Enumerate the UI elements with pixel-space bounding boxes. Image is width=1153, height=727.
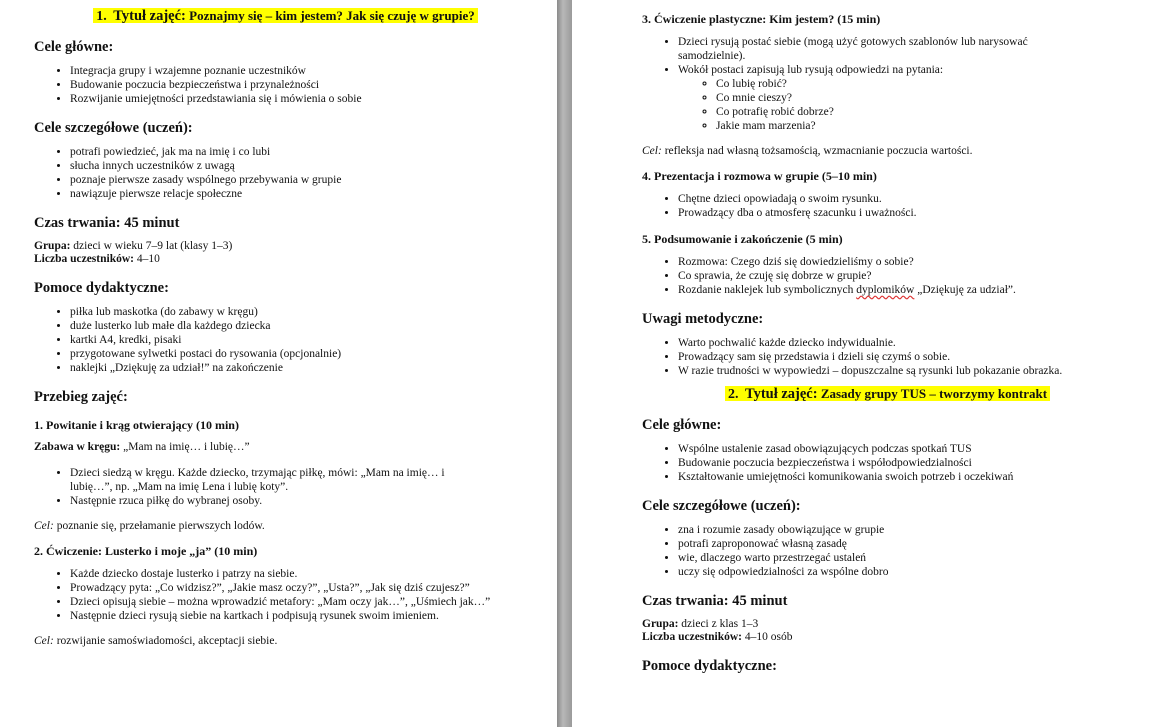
group-label: Grupa: — [642, 618, 679, 630]
lesson1-number: 1. — [96, 9, 107, 24]
goal-label: Cel: — [34, 635, 54, 647]
count-line — [34, 253, 537, 266]
notes-heading: Uwagi metodyczne: — [642, 311, 764, 327]
lesson2-detail-goals-list — [642, 523, 1133, 579]
aids-list — [34, 305, 537, 375]
spellcheck-word: dyplomików — [856, 284, 915, 296]
list-item — [678, 283, 1133, 297]
list-item: ◦ Jakie mam marzenia? — [716, 119, 1133, 133]
list-item-text: „Dziękuję za udział”. — [917, 284, 1016, 296]
list-item: • duże lusterko lub małe dla każdego dziecka — [70, 319, 537, 333]
lesson2-title-highlight — [725, 386, 1050, 401]
list-item: • Dzieci rysują postać siebie (mogą użyć gotowych szablonów lub narysować samodzielnie). — [678, 35, 1133, 63]
lesson2-title — [642, 386, 1133, 403]
list-item: ◦ Co potrafię robić dobrze? — [716, 105, 1133, 119]
left-document-page — [0, 0, 557, 727]
group-label: Grupa: — [34, 240, 71, 252]
lesson2-number: 2. — [727, 387, 739, 402]
list-item: • Następnie rzuca piłkę do wybranej osoby. — [70, 494, 537, 508]
goal-label: Cel: — [34, 520, 54, 532]
group-line — [34, 240, 537, 253]
count-value: 4–10 — [136, 253, 160, 265]
step2-list — [34, 567, 537, 623]
goal-text: rozwijanie samoświadomości, akceptacji siebie. — [56, 635, 278, 647]
list-item: • Dzieci opisują siebie – można wprowadzić metafory: „Mam oczy jak…”, „Uśmiech jak…” — [70, 595, 537, 609]
count-value: 4–10 osób — [744, 631, 793, 643]
aids-heading: Pomoce dydaktyczne: — [34, 280, 169, 296]
count-label: Liczba uczestników: — [34, 253, 134, 265]
lesson1-title — [34, 8, 537, 25]
course-heading: Przebieg zajęć: — [34, 389, 128, 405]
list-item: • poznaje pierwsze zasady wspólnego przebywania w grupie — [70, 173, 537, 187]
list-item: • Co sprawia, że czuję się dobrze w grupie? — [678, 269, 1133, 283]
list-item: ◦ Co mnie cieszy? — [716, 91, 1133, 105]
lesson2-aids-heading: Pomoce dydaktyczne: — [642, 658, 777, 674]
list-item: • Prowadzący sam się przedstawia i dzieli się czymś o sobie. — [678, 350, 1133, 364]
step4-list — [642, 192, 1133, 220]
step1-game-line — [34, 441, 537, 454]
step3-list — [642, 35, 1133, 133]
list-item: • potrafi zaproponować własną zasadę — [678, 537, 1133, 551]
list-item: • Integracja grupy i wzajemne poznanie uczestników — [70, 64, 537, 78]
step1-goal — [34, 520, 537, 532]
goal-text: refleksja nad własną tożsamością, wzmacnianie poczucia wartości. — [664, 145, 973, 157]
lesson2-group-line — [642, 618, 1133, 631]
lesson2-title-label: Tytuł zajęć: — [744, 386, 818, 402]
step1-game-text: „Mam na imię… i lubię…” — [123, 441, 250, 453]
list-item-text: Rozdanie naklejek lub symbolicznych — [678, 284, 854, 296]
lesson2-duration-heading: Czas trwania: 45 minut — [642, 593, 788, 609]
list-item: • potrafi powiedzieć, jak ma na imię i co lubi — [70, 145, 537, 159]
list-item: • nawiązuje pierwsze relacje społeczne — [70, 187, 537, 201]
lesson1-title-text: Poznajmy się – kim jestem? Jak się czuję w grupie? — [189, 8, 475, 23]
step1-game-label: Zabawa w kręgu: — [34, 441, 121, 453]
main-goals-list — [34, 64, 537, 106]
right-document-page — [572, 0, 1153, 727]
lesson2-main-goals-heading: Cele główne: — [642, 417, 722, 433]
group-value: dzieci w wieku 7–9 lat (klasy 1–3) — [73, 240, 233, 252]
lesson1-title-highlight — [93, 8, 477, 23]
list-item: • Warto pochwalić każde dziecko indywidualnie. — [678, 336, 1133, 350]
list-item: • kartki A4, kredki, pisaki — [70, 333, 537, 347]
step5-list — [642, 255, 1133, 297]
list-item: • wie, dlaczego warto przestrzegać ustaleń — [678, 551, 1133, 565]
group-value: dzieci z klas 1–3 — [681, 618, 759, 630]
list-item: ◦ Co lubię robić? — [716, 77, 1133, 91]
list-item: • Kształtowanie umiejętności komunikowania swoich potrzeb i oczekiwań — [678, 470, 1133, 484]
list-item: • Prowadzący dba o atmosferę szacunku i uważności. — [678, 206, 1133, 220]
lesson2-count-line — [642, 631, 1133, 644]
list-item: • naklejki „Dziękuję za udział!” na zakończenie — [70, 361, 537, 375]
list-item: • W razie trudności w wypowiedzi – dopuszczalne są rysunki lub pokazanie obrazka. — [678, 364, 1133, 378]
list-item: • Następnie dzieci rysują siebie na kartkach i podpisują rysunek swoim imieniem. — [70, 609, 537, 623]
step1-heading: 1. Powitanie i krąg otwierający (10 min) — [34, 418, 239, 432]
notes-list — [642, 336, 1133, 378]
step5-heading: 5. Podsumowanie i zakończenie (5 min) — [642, 232, 843, 246]
lesson2-main-goals-list — [642, 442, 1133, 484]
list-item: • Budowanie poczucia bezpieczeństwa i przynależności — [70, 78, 537, 92]
lesson1-title-label: Tytuł zajęć: — [113, 8, 186, 24]
step4-heading: 4. Prezentacja i rozmowa w grupie (5–10 min) — [642, 169, 877, 183]
step3-heading: 3. Ćwiczenie plastyczne: Kim jestem? (15 min) — [642, 12, 881, 26]
list-item: • Każde dziecko dostaje lusterko i patrzy na siebie. — [70, 567, 537, 581]
lesson2-detail-goals-heading: Cele szczegółowe (uczeń): — [642, 498, 801, 514]
step1-list — [34, 466, 537, 508]
goal-label: Cel: — [642, 145, 662, 157]
step3-goal — [642, 145, 1133, 157]
duration-heading: Czas trwania: 45 minut — [34, 215, 180, 231]
page-gutter — [557, 0, 572, 727]
list-item: • Budowanie poczucia bezpieczeństwa i współodpowiedzialności — [678, 456, 1133, 470]
list-item: • uczy się odpowiedzialności za wspólne dobro — [678, 565, 1133, 579]
count-label: Liczba uczestników: — [642, 631, 742, 643]
detail-goals-list — [34, 145, 537, 201]
list-item: • Chętne dzieci opowiadają o swoim rysunku. — [678, 192, 1133, 206]
step2-heading: 2. Ćwiczenie: Lusterko i moje „ja” (10 min) — [34, 544, 258, 558]
list-item — [678, 63, 1133, 133]
list-item: • Rozwijanie umiejętności przedstawiania się i mówienia o sobie — [70, 92, 537, 106]
list-item: • Prowadzący pyta: „Co widzisz?”, „Jakie masz oczy?”, „Usta?”, „Jak się dziś czujesz?” — [70, 581, 537, 595]
main-goals-heading: Cele główne: — [34, 39, 114, 55]
list-item: • słucha innych uczestników z uwagą — [70, 159, 537, 173]
step3-questions-list — [678, 77, 1133, 133]
list-item-text: Wokół postaci zapisują lub rysują odpowiedzi na pytania: — [678, 64, 944, 76]
list-item: • Wspólne ustalenie zasad obowiązujących podczas spotkań TUS — [678, 442, 1133, 456]
list-item: • Rozmowa: Czego dziś się dowiedzieliśmy o sobie? — [678, 255, 1133, 269]
goal-text: poznanie się, przełamanie pierwszych lodów. — [56, 520, 265, 532]
lesson2-title-text: Zasady grupy TUS – tworzymy kontrakt — [820, 386, 1048, 401]
list-item: • Dzieci siedzą w kręgu. Każde dziecko, trzymając piłkę, mówi: „Mam na imię… i lubię…”, np. „Mam na imię Lena i lubię koty”. — [70, 466, 537, 494]
list-item: • przygotowane sylwetki postaci do rysowania (opcjonalnie) — [70, 347, 537, 361]
list-item: • piłka lub maskotka (do zabawy w kręgu) — [70, 305, 537, 319]
detail-goals-heading: Cele szczegółowe (uczeń): — [34, 120, 193, 136]
step2-goal — [34, 635, 537, 647]
list-item: • zna i rozumie zasady obowiązujące w grupie — [678, 523, 1133, 537]
